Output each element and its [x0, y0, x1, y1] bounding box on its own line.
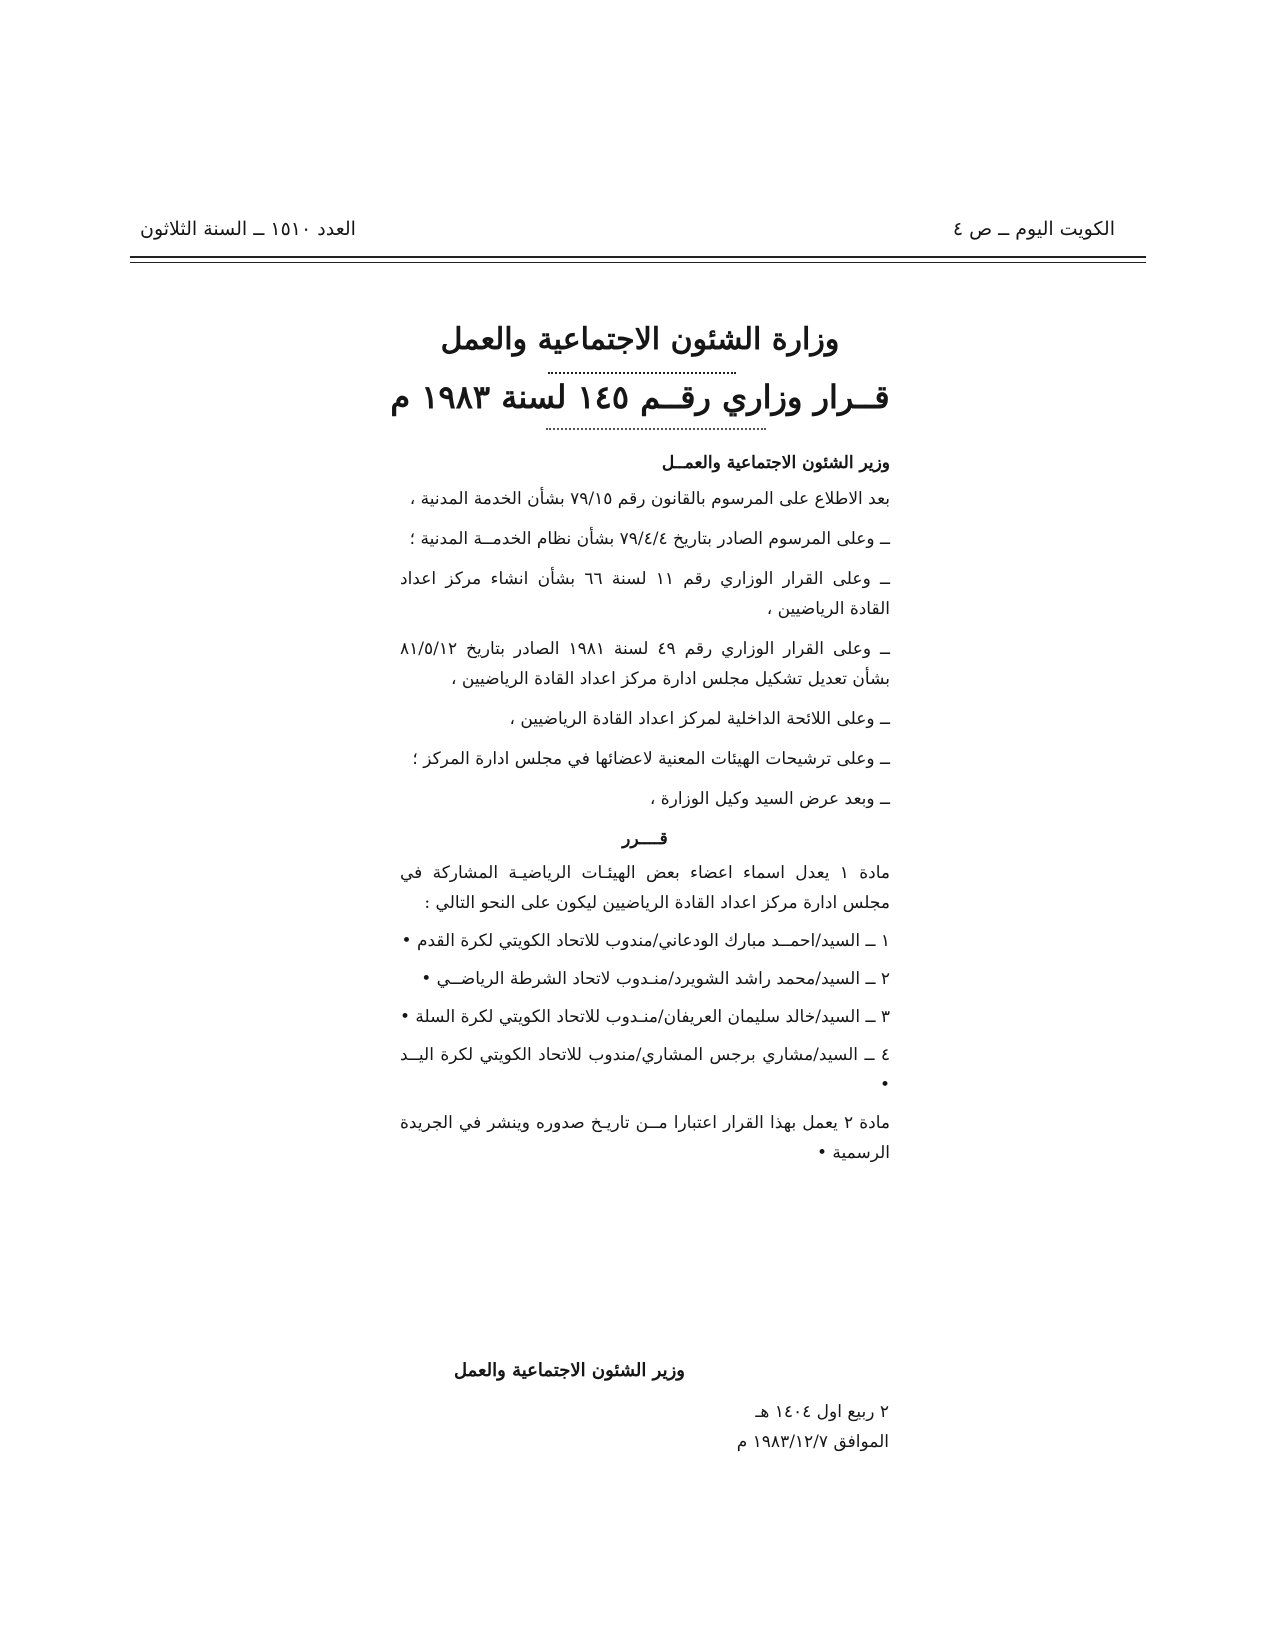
- decision-body: [400, 448, 890, 1176]
- member-3: ٣ ــ السيد/خالد سليمان العريفان/منـدوب للاتحاد الكويتي لكرة السلة •: [399, 1007, 890, 1027]
- recital-1: بعد الاطلاع على المرسوم بالقانون رقم ٧٩/١٥ بشأن الخدمة المدنية ،: [409, 489, 890, 509]
- recital-5: ــ وعلى اللائحة الداخلية لمركز اعداد القادة الرياضيين ،: [509, 709, 890, 729]
- minister-heading: وزير الشئون الاجتماعية والعمــل: [661, 453, 890, 473]
- recital-3: ــ وعلى القرار الوزاري رقم ١١ لسنة ٦٦ بشأن انشاء مركز اعداد القادة الرياضيين ،: [400, 569, 890, 619]
- date-gregorian: الموافق ١٩٨٣/١٢/٧ م: [736, 1432, 889, 1452]
- title-ornament: [548, 372, 736, 374]
- header-issue-number: العدد ١٥١٠ ــ السنة الثلاثون: [140, 218, 356, 240]
- decided-heading: قــــرر: [622, 829, 668, 849]
- article-1: مادة ١ يعدل اسماء اعضاء بعض الهيئـات الرياضيـة المشاركة في مجلس ادارة مركز اعداد القادة الرياضيين ليكون على النحو التالي :: [400, 863, 890, 913]
- header-issue-page: الكويت اليوم ــ ص ٤: [952, 218, 1115, 240]
- ministry-title: وزارة الشئون الاجتماعية والعمل: [440, 322, 840, 357]
- recital-6: ــ وعلى ترشيحات الهيئات المعنية لاعضائها في مجلس ادارة المركز ؛: [412, 749, 890, 769]
- header-rule-thin: [130, 262, 1146, 263]
- date-hijri: ٢ ربيع اول ١٤٠٤ هـ: [755, 1402, 889, 1422]
- member-2: ٢ ــ السيد/محمد راشد الشويرد/منـدوب لاتحاد الشرطة الرياضــي •: [421, 969, 890, 989]
- header-rule-thick: [130, 256, 1146, 258]
- recital-4: ــ وعلى القرار الوزاري رقم ٤٩ لسنة ١٩٨١ الصادر بتاريخ ٨١/٥/١٢ بشأن تعديل تشكيل مجلس ادارة مركز اعداد القادة الرياضيين ،: [400, 639, 890, 689]
- member-4: ٤ ــ السيد/مشاري برجس المشاري/مندوب للاتحاد الكويتي لكرة اليــد •: [400, 1045, 890, 1095]
- recital-7: ــ وبعد عرض السيد وكيل الوزارة ،: [649, 789, 890, 809]
- member-1: ١ ــ السيد/احمــد مبارك الودعاني/مندوب للاتحاد الكويتي لكرة القدم •: [401, 931, 890, 951]
- decision-title: قــرار وزاري رقــم ١٤٥ لسنة ١٩٨٣ م: [390, 378, 890, 416]
- recital-2: ــ وعلى المرسوم الصادر بتاريخ ٧٩/٤/٤ بشأن نظام الخدمــة المدنية ؛: [409, 529, 890, 549]
- article-2: مادة ٢ يعمل بهذا القرار اعتبارا مــن تاريـخ صدوره وينشر في الجريدة الرسمية •: [400, 1113, 891, 1163]
- title-underline-ornament: [546, 428, 766, 430]
- signature-minister: وزير الشئون الاجتماعية والعمل: [453, 1360, 685, 1381]
